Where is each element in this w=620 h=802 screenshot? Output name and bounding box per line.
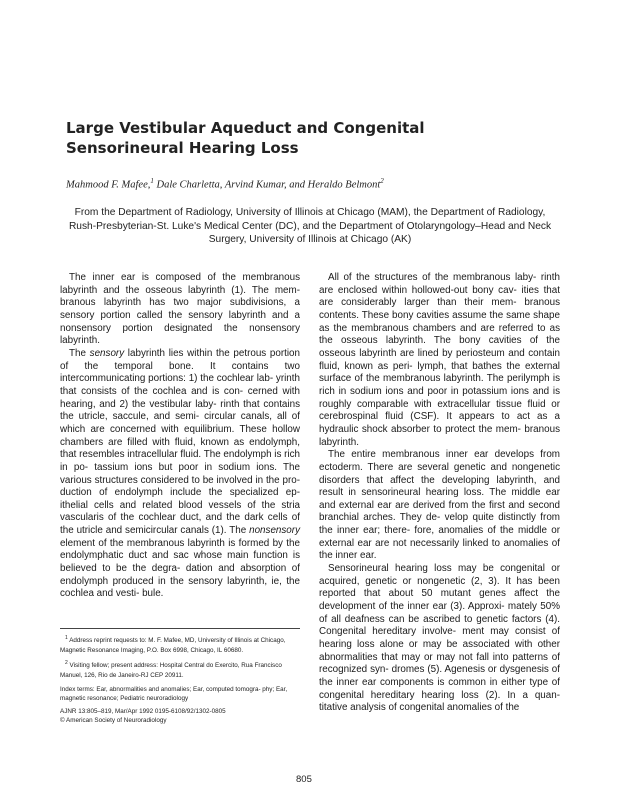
- article-title: Large Vestibular Aqueduct and Congenital Sensorineural Hearing Loss: [66, 119, 425, 157]
- author-mafee: Mahmood F. Mafee,: [66, 179, 151, 191]
- footnote-1: $^1$ Address reprint requests to: M. F. Mafee, MD, University of Illinois at Chicago, Magnetic Resonance Imaging, P.O. Box 6998, Chicago, IL 60680.: [60, 635, 286, 654]
- author-footnote-mark-1: 1: [150, 177, 154, 185]
- paragraph: Sensorineural hearing loss may be congenital or acquired, genetic or nongenetic (2, 3). It has been reported that about 50 mutant genes affect the development of the inner ear (3). Approxi- mately 50% of all deafness can be ascribed to genetic factors (4). Congenital hereditary involve- ment may consist of hearing loss alone or may be associated with other abnormalities that may or may not fall into patterns of recognized syn- dromes (5). Agenesis or dysgenesis of the inner ear components is common in either type of congenital hereditary hearing loss (2). In a quan- titative analysis of congenital anomalies of the: [319, 563, 560, 714]
- author-footnote-mark-2: 2: [380, 177, 384, 185]
- paragraph: The entire membranous inner ear develops from ectoderm. There are several genetic and nongenetic disorders that affect the developing labyrinth, and result in sensorineural hearing loss. The middle ear and external ear are derived from the first and second branchial arches. They de- velop quite distinctly from the inner ear; there- fore, anomalies of the middle or external ear are not necessarily linked to anomalies of the inner ear.: [319, 449, 560, 562]
- author-line: [66, 175, 566, 192]
- affiliation: From the Department of Radiology, University of Illinois at Chicago (MAM), the Department of Radiology, Rush-Presbyterian-St. Luke's Medical Center (DC), and the Department of Otolaryngology–Head and Neck Surgery, University of Illinois at Chicago (AK): [68, 207, 552, 246]
- paragraph: All of the structures of the membranous laby- rinth are enclosed within hollowed-out bony cav- ities that are considerably larger than their mem- branous contents. These bony cavities assume the same shape as the membranous chambers and are referred to as the osseous labyrinth. The bony cavities of the osseous labyrinth are lined by periosteum and contain fluid, known as peri- lymph, that bathes the external surface of the membranous labyrinth. The perilymph is rich in sodium ions and poor in potassium ions and is roughly comparable with extracellular tissue fluid or cerebrospinal fluid (CSF). It appears to act as a hydraulic shock absorber to protect the mem- branous labyrinth.: [319, 272, 560, 448]
- copyright: © American Society of Neuroradiology: [60, 717, 167, 725]
- page-number: 805: [296, 774, 312, 785]
- paragraph: The sensory labyrinth lies within the petrous portion of the temporal bone. It contains two intercommunicating portions: 1) the cochlear lab- yrinth that consists of the cochlea and is con- cerned with hearing, and 2) the vestibular laby- rinth that contains the utricle, saccule, and semi- circular canals, all of which are concerned with equilibrium. These hollow chambers are filled with fluid, known as endolymph, that resembles intracellular fluid. The endolymph is rich in po- tassium ions but poor in sodium ions. The various structures considered to be involved in the pro- duction of endolymph include the specialized ep- ithelial cells and related blood vessels of the stria vascularis of the cochlear duct, and the dark cells of the utricle and semicircular canals (1). The nonsensory element of the membranous labyrinth is formed by the endolymphatic duct and sac whose main function is believed to be the degra- dation and absorption of endolymph produced in the sensory labyrinth, ie, the cochlea and vesti- bule.: [60, 347, 301, 600]
- journal-citation: AJNR 13:805–819, Mar/Apr 1992 0195-6108/92/1302-0805: [60, 707, 226, 715]
- author-coauthors: Dale Charletta, Arvind Kumar, and Heraldo Belmont: [156, 179, 381, 191]
- italic-term: nonsensory: [249, 525, 300, 537]
- italic-term: sensory: [89, 347, 125, 359]
- footnotes: [60, 628, 300, 729]
- body-column-left: [60, 272, 300, 601]
- footnote-2: $^2$ Visiting fellow; present address: Hospital Central do Exercito, Rua Francisco Manuel, 126, Rio de Janeiro-RJ CEP 20911.: [60, 660, 282, 679]
- body-column-right: [319, 272, 560, 715]
- paragraph: The inner ear is composed of the membranous labyrinth and the osseous labyrinth (1). The mem- branous labyrinth has two major subdivisions, a sensory portion called the sensory labyrinth and a nonsensory portion designated the nonsensory labyrinth.: [60, 272, 300, 347]
- index-terms: Index terms: Ear, abnormalities and anomalies; Ear, computed tomogra- phy; Ear, magnetic resonance; Pediatric neuroradiology: [60, 685, 288, 703]
